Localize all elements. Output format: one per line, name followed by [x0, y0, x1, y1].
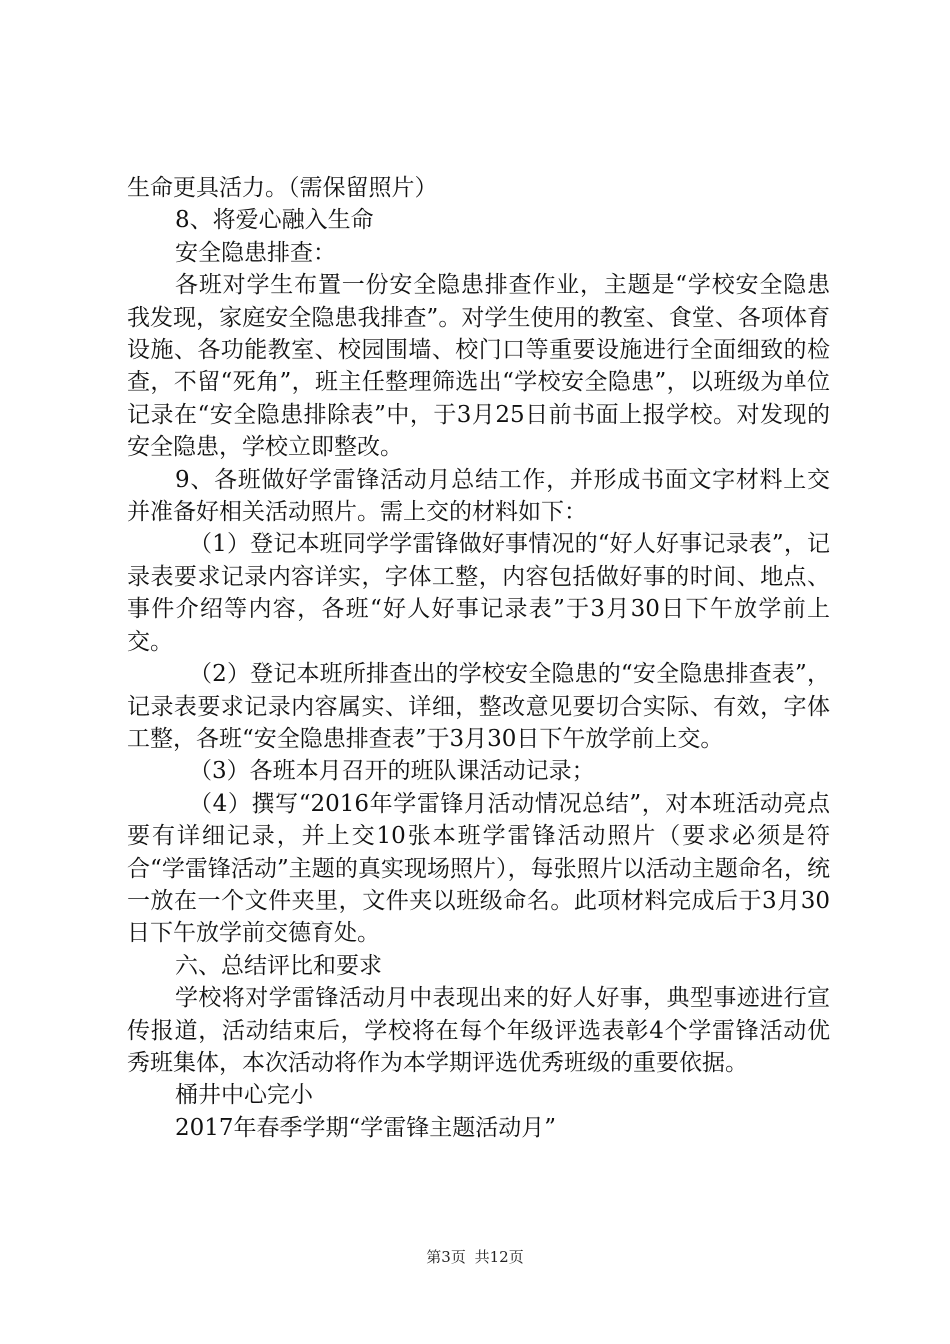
page-total: 共12页 [474, 1248, 524, 1266]
signature-school: 桶井中心完小 [175, 1082, 313, 1109]
section-item-9-heading: 9、各班做好学雷锋活动月总结工作，并形成书面文字材料上交并准备好相关活动照片。需上交的材料如下： [127, 466, 830, 526]
document-body [127, 172, 830, 1144]
paragraph-safety-check: 各班对学生布置一份安全隐患排查作业，主题是“学校安全隐患我发现，家庭安全隐患我排查”。对学生使用的教室、食堂、各项体育设施、各功能教室、校园围墙、校门口等重要设施进行全面细致的检查，不留“死角”，班主任整理筛选出“学校安全隐患”，以班级为单位记录在“安全隐患排除表”中，于3月25日前书面上报学校。对发现的安全隐患，学校立即整改。 [127, 272, 830, 461]
list-item-1: （1）登记本班同学学雷锋做好事情况的“好人好事记录表”，记录表要求记录内容详实，字体工整，内容包括做好事的时间、地点、事件介绍等内容，各班“好人好事记录表”于3月30日下午放学前上交。 [127, 531, 830, 655]
paragraph-continuation: 生命更具活力。（需保留照片） [127, 175, 438, 201]
section-item-8-heading: 8、将爱心融入生命 [175, 207, 374, 234]
list-item-3: （3）各班本月召开的班队课活动记录； [189, 758, 595, 785]
list-item-4: （4）撰写“2016年学雷锋月活动情况总结”，对本班活动亮点要有详细记录，并上交10张本班学雷锋活动照片（要求必须是符合“学雷锋活动”主题的真实现场照片），每张照片以活动主题命名，统一放在一个文件夹里，文件夹以班级命名。此项材料完成后于3月30日下午放学前交德育处。 [127, 790, 830, 947]
page-number: 第3页 [426, 1248, 466, 1266]
paragraph-evaluation: 学校将对学雷锋活动月中表现出来的好人好事，典型事迹进行宣传报道，活动结束后，学校将在每个年级评选表彰4个学雷锋活动优秀班集体，本次活动将作为本学期评选优秀班级的重要依据。 [127, 985, 830, 1076]
signature-term: 2017年春季学期“学雷锋主题活动月” [175, 1114, 557, 1141]
section-six-heading: 六、总结评比和要求 [175, 952, 382, 979]
page-footer [0, 1246, 950, 1267]
subheading-safety-check: 安全隐患排查： [175, 239, 336, 266]
list-item-2: （2）登记本班所排查出的学校安全隐患的“安全隐患排查表”，记录表要求记录内容属实、详细，整改意见要切合实际、有效，字体工整，各班“安全隐患排查表”于3月30日下午放学前上交。 [127, 661, 830, 752]
